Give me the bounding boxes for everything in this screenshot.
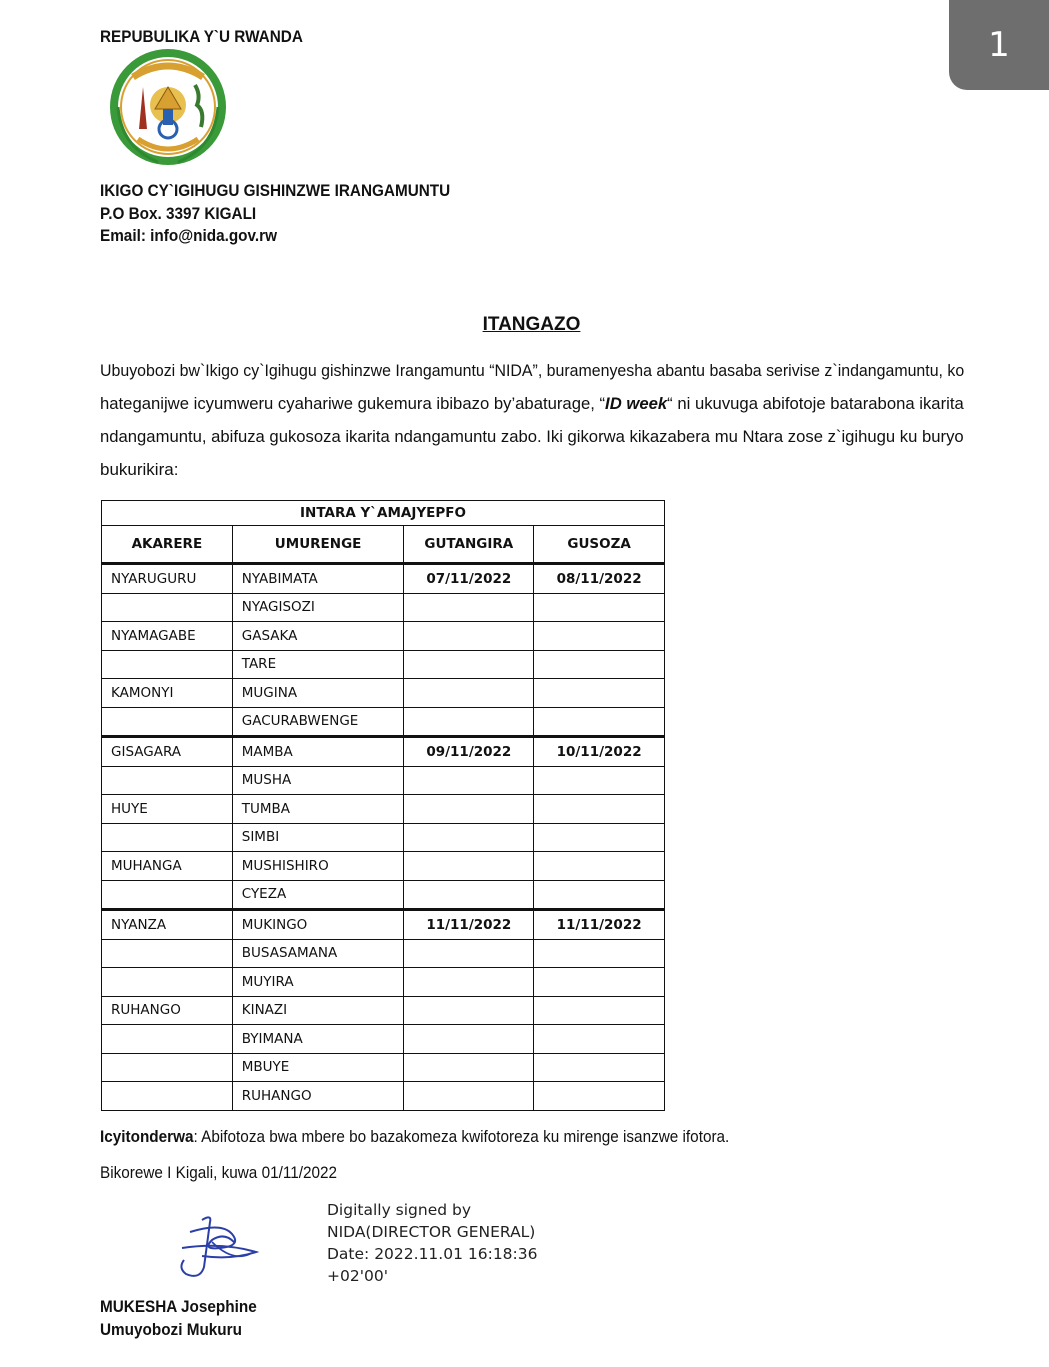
umurenge-cell: RUHANGO: [232, 1082, 404, 1111]
umurenge-cell: CYEZA: [232, 880, 404, 910]
akarere-cell: [102, 1082, 233, 1111]
signer-block: [100, 1295, 257, 1341]
akarere-cell: [102, 1025, 233, 1054]
table-row: [102, 1025, 665, 1054]
end-date-cell: [534, 880, 665, 910]
id-week-emphasis: ID week: [605, 394, 668, 413]
signer-title: Umuyobozi Mukuru: [100, 1320, 242, 1339]
akarere-cell: [102, 650, 233, 679]
start-date-cell: [404, 1053, 534, 1082]
table-row: [102, 823, 665, 852]
end-date-cell: 10/11/2022: [534, 737, 665, 767]
table-row: [102, 593, 665, 622]
digital-signature-line: Date: 2022.11.01 16:18:36: [327, 1245, 538, 1263]
umurenge-cell: NYAGISOZI: [232, 593, 404, 622]
end-date-cell: 08/11/2022: [534, 564, 665, 594]
table-row: [102, 679, 665, 708]
table-row: [102, 795, 665, 824]
start-date-cell: [404, 939, 534, 968]
umurenge-cell: TUMBA: [232, 795, 404, 824]
end-date-cell: [534, 996, 665, 1025]
akarere-cell: [102, 707, 233, 737]
table-row: [102, 852, 665, 881]
end-date-cell: [534, 650, 665, 679]
schedule-rows: [102, 564, 665, 1111]
akarere-cell: NYANZA: [102, 910, 233, 940]
start-date-cell: 11/11/2022: [404, 910, 534, 940]
note: [100, 1127, 729, 1147]
akarere-cell: RUHANGO: [102, 996, 233, 1025]
start-date-cell: [404, 679, 534, 708]
akarere-cell: [102, 823, 233, 852]
table-row: [102, 650, 665, 679]
umurenge-cell: MBUYE: [232, 1053, 404, 1082]
akarere-cell: [102, 880, 233, 910]
akarere-cell: HUYE: [102, 795, 233, 824]
column-header-gusoza: GUSOZA: [534, 526, 665, 564]
start-date-cell: [404, 823, 534, 852]
umurenge-cell: SIMBI: [232, 823, 404, 852]
start-date-cell: [404, 880, 534, 910]
note-text: : Abifotoza bwa mbere bo bazakomeza kwifotoreza ku mirenge isanzwe ifotora.: [193, 1127, 730, 1146]
table-row: [102, 737, 665, 767]
akarere-cell: [102, 593, 233, 622]
table-row: [102, 880, 665, 910]
akarere-cell: GISAGARA: [102, 737, 233, 767]
umurenge-cell: MUKINGO: [232, 910, 404, 940]
announcement-body: [100, 354, 964, 486]
region-header: INTARA Y`AMAJYEPFO: [102, 501, 665, 526]
akarere-cell: [102, 766, 233, 795]
akarere-cell: NYARUGURU: [102, 564, 233, 594]
akarere-cell: MUHANGA: [102, 852, 233, 881]
end-date-cell: [534, 823, 665, 852]
umurenge-cell: MAMBA: [232, 737, 404, 767]
schedule-table: [101, 500, 665, 1111]
end-date-cell: [534, 1053, 665, 1082]
start-date-cell: [404, 996, 534, 1025]
table-row: [102, 1053, 665, 1082]
umurenge-cell: BYIMANA: [232, 1025, 404, 1054]
umurenge-cell: MUSHISHIRO: [232, 852, 404, 881]
institution-name: IKIGO CY`IGIHUGU GISHINZWE IRANGAMUNTU: [100, 181, 451, 200]
end-date-cell: [534, 968, 665, 997]
end-date-cell: [534, 1025, 665, 1054]
end-date-cell: [534, 852, 665, 881]
note-label: Icyitonderwa: [100, 1127, 194, 1146]
end-date-cell: [534, 939, 665, 968]
table-row: [102, 707, 665, 737]
akarere-cell: [102, 1053, 233, 1082]
umurenge-cell: BUSASAMANA: [232, 939, 404, 968]
column-header-umurenge: UMURENGE: [232, 526, 404, 564]
end-date-cell: [534, 679, 665, 708]
digital-signature-line: +02'00': [327, 1267, 388, 1285]
document-title: ITANGAZO: [482, 314, 581, 335]
handwritten-signature-icon: [172, 1212, 262, 1282]
table-row: [102, 968, 665, 997]
rwanda-coat-of-arms-icon: [103, 47, 233, 171]
start-date-cell: 09/11/2022: [404, 737, 534, 767]
akarere-cell: KAMONYI: [102, 679, 233, 708]
table-row: [102, 766, 665, 795]
end-date-cell: [534, 1082, 665, 1111]
end-date-cell: [534, 593, 665, 622]
end-date-cell: [534, 766, 665, 795]
start-date-cell: [404, 968, 534, 997]
start-date-cell: [404, 1082, 534, 1111]
digital-signature-line: Digitally signed by: [327, 1201, 472, 1219]
akarere-cell: NYAMAGABE: [102, 622, 233, 651]
umurenge-cell: MUSHA: [232, 766, 404, 795]
start-date-cell: [404, 1025, 534, 1054]
digital-signature-block: [327, 1199, 537, 1287]
end-date-cell: 11/11/2022: [534, 910, 665, 940]
body-line-2: hateganijwe icyumweru cyahariwe gukemura ibibazo by’abaturage, “ID week“ ni ukuvuga abifotoje batarabona ikarita: [100, 394, 964, 413]
digital-signature-line: NIDA(DIRECTOR GENERAL): [327, 1223, 536, 1241]
umurenge-cell: MUGINA: [232, 679, 404, 708]
start-date-cell: [404, 795, 534, 824]
start-date-cell: 07/11/2022: [404, 564, 534, 594]
umurenge-cell: MUYIRA: [232, 968, 404, 997]
umurenge-cell: NYABIMATA: [232, 564, 404, 594]
table-row: [102, 996, 665, 1025]
body-line-4: bukurikira:: [100, 460, 179, 479]
page-number-badge: 1: [949, 0, 1049, 90]
umurenge-cell: GASAKA: [232, 622, 404, 651]
place-and-date: Bikorewe I Kigali, kuwa 01/11/2022: [100, 1163, 338, 1182]
umurenge-cell: GACURABWENGE: [232, 707, 404, 737]
start-date-cell: [404, 766, 534, 795]
table-row: [102, 1082, 665, 1111]
umurenge-cell: KINAZI: [232, 996, 404, 1025]
start-date-cell: [404, 650, 534, 679]
body-line-1: Ubuyobozi bw`Ikigo cy`Igihugu gishinzwe Irangamuntu “NIDA”, buramenyesha abantu basaba serivise z`indangamuntu, ko: [100, 361, 965, 380]
column-header-gutangira: GUTANGIRA: [404, 526, 534, 564]
column-header-akarere: AKARERE: [102, 526, 233, 564]
akarere-cell: [102, 968, 233, 997]
po-box: P.O Box. 3397 KIGALI: [100, 204, 257, 223]
table-row: [102, 939, 665, 968]
end-date-cell: [534, 622, 665, 651]
akarere-cell: [102, 939, 233, 968]
email-address: Email: info@nida.gov.rw: [100, 226, 278, 245]
start-date-cell: [404, 593, 534, 622]
country-heading: REPUBULIKA Y`U RWANDA: [100, 27, 303, 46]
umurenge-cell: TARE: [232, 650, 404, 679]
start-date-cell: [404, 852, 534, 881]
start-date-cell: [404, 622, 534, 651]
start-date-cell: [404, 707, 534, 737]
table-row: [102, 564, 665, 594]
end-date-cell: [534, 795, 665, 824]
table-row: [102, 910, 665, 940]
table-row: [102, 622, 665, 651]
signer-name: MUKESHA Josephine: [100, 1297, 257, 1316]
body-line-3: ndangamuntu, abifuza gukosoza ikarita ndangamuntu zabo. Iki gikorwa kikazabera mu Ntara zose z`igihugu ku buryo: [100, 427, 964, 446]
end-date-cell: [534, 707, 665, 737]
